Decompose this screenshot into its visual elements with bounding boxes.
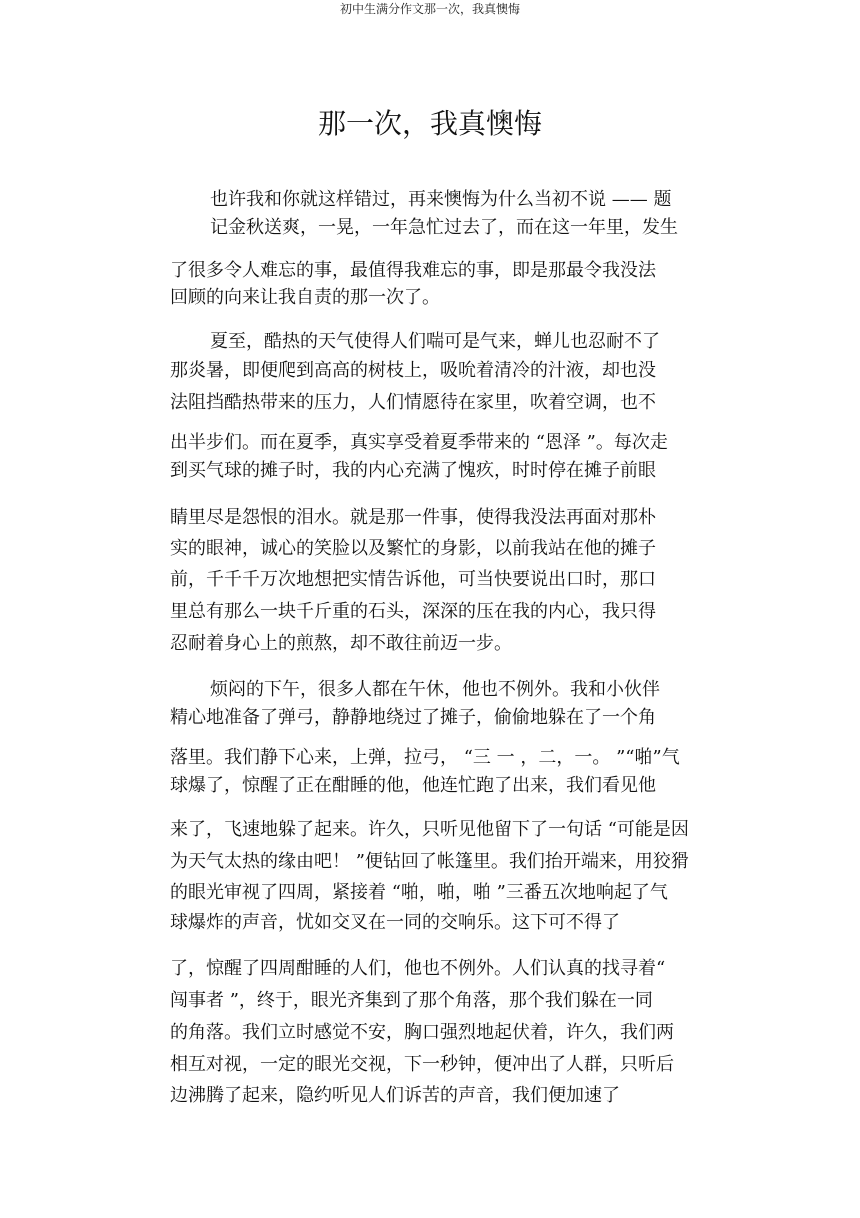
essay-line: 出半步们。而在夏季，真实享受着夏季带来的 “恩泽 ”。每次走 xyxy=(170,432,668,453)
essay-line: 精心地准备了弹弓，静静地绕过了摊子，偷偷地躲在了一个角 xyxy=(170,707,656,728)
essay-line: 里总有那么一块千斤重的石头，深深的压在我的内心，我只得 xyxy=(170,601,656,622)
essay-line: 相互对视，一定的眼光交视，下一秒钟，便冲出了人群，只听后 xyxy=(170,1054,674,1075)
essay-line: 球爆炸的声音，忧如交叉在一同的交响乐。这下可不得了 xyxy=(170,912,620,933)
essay-line: 闯事者 ”，终于，眼光齐集到了那个角落，那个我们躲在一同 xyxy=(170,990,653,1011)
essay-line: 的眼光审视了四周，紧接着 “啪，啪，啪 ”三番五次地响起了气 xyxy=(170,882,668,903)
essay-line: 实的眼神，诚心的笑脸以及繁忙的身影，以前我站在他的摊子 xyxy=(170,538,656,559)
essay-line: 回顾的向来让我自责的那一次了。 xyxy=(170,287,440,308)
essay-line: 来了，飞速地躲了起来。许久，只听见他留下了一句话 “可能是因 xyxy=(170,819,689,840)
essay-line: 落里。我们静下心来，上弹，拉弓， “三 一 ，二，一。 ”“啪”气 xyxy=(170,747,680,768)
page-header: 初中生满分作文那一次，我真懊悔 xyxy=(339,2,520,16)
essay-line: 为天气太热的缘由吧！ ”便钻回了帐篷里。我们抬开端来，用狡猾 xyxy=(170,851,689,872)
essay-line: 到买气球的摊子时，我的内心充满了愧疚，时时停在摊子前眼 xyxy=(170,460,656,481)
essay-line: 边沸腾了起来，隐约听见人们诉苦的声音，我们便加速了 xyxy=(170,1085,620,1106)
essay-line: 夏至，酷热的天气使得人们喘可是气来，蝉儿也忍耐不了 xyxy=(210,331,660,352)
essay-line: 了很多令人难忘的事，最值得我难忘的事，即是那最令我没法 xyxy=(170,260,656,281)
essay-title: 那一次，我真懊悔 xyxy=(317,107,542,140)
essay-line: 烦闷的下午，很多人都在午休，他也不例外。我和小伙伴 xyxy=(210,679,660,700)
essay-line: 睛里尽是怨恨的泪水。就是那一件事，使得我没法再面对那朴 xyxy=(170,507,656,528)
essay-line: 了，惊醒了四周酣睡的人们，他也不例外。人们认真的找寻着“ xyxy=(170,958,666,979)
essay-line: 前，千千千万次地想把实情告诉他，可当快要说出口时，那口 xyxy=(170,569,656,590)
essay-line: 的角落。我们立时感觉不安，胸口强烈地起伏着，许久，我们两 xyxy=(170,1022,674,1043)
essay-line: 忍耐着身心上的煎熬，却不敢往前迈一步。 xyxy=(170,633,512,654)
essay-line: 也许我和你就这样错过，再来懊悔为什么当初不说 —— 题 xyxy=(210,189,672,210)
essay-line: 那炎暑，即便爬到高高的树枝上，吸吮着清冷的汁液，却也没 xyxy=(170,360,656,381)
essay-line: 法阻挡酷热带来的压力，人们情愿待在家里，吹着空调，也不 xyxy=(170,392,656,413)
essay-line: 球爆了，惊醒了正在酣睡的他，他连忙跑了出来，我们看见他 xyxy=(170,775,656,796)
essay-line: 记金秋送爽，一晃，一年急忙过去了，而在这一年里，发生 xyxy=(210,217,678,238)
